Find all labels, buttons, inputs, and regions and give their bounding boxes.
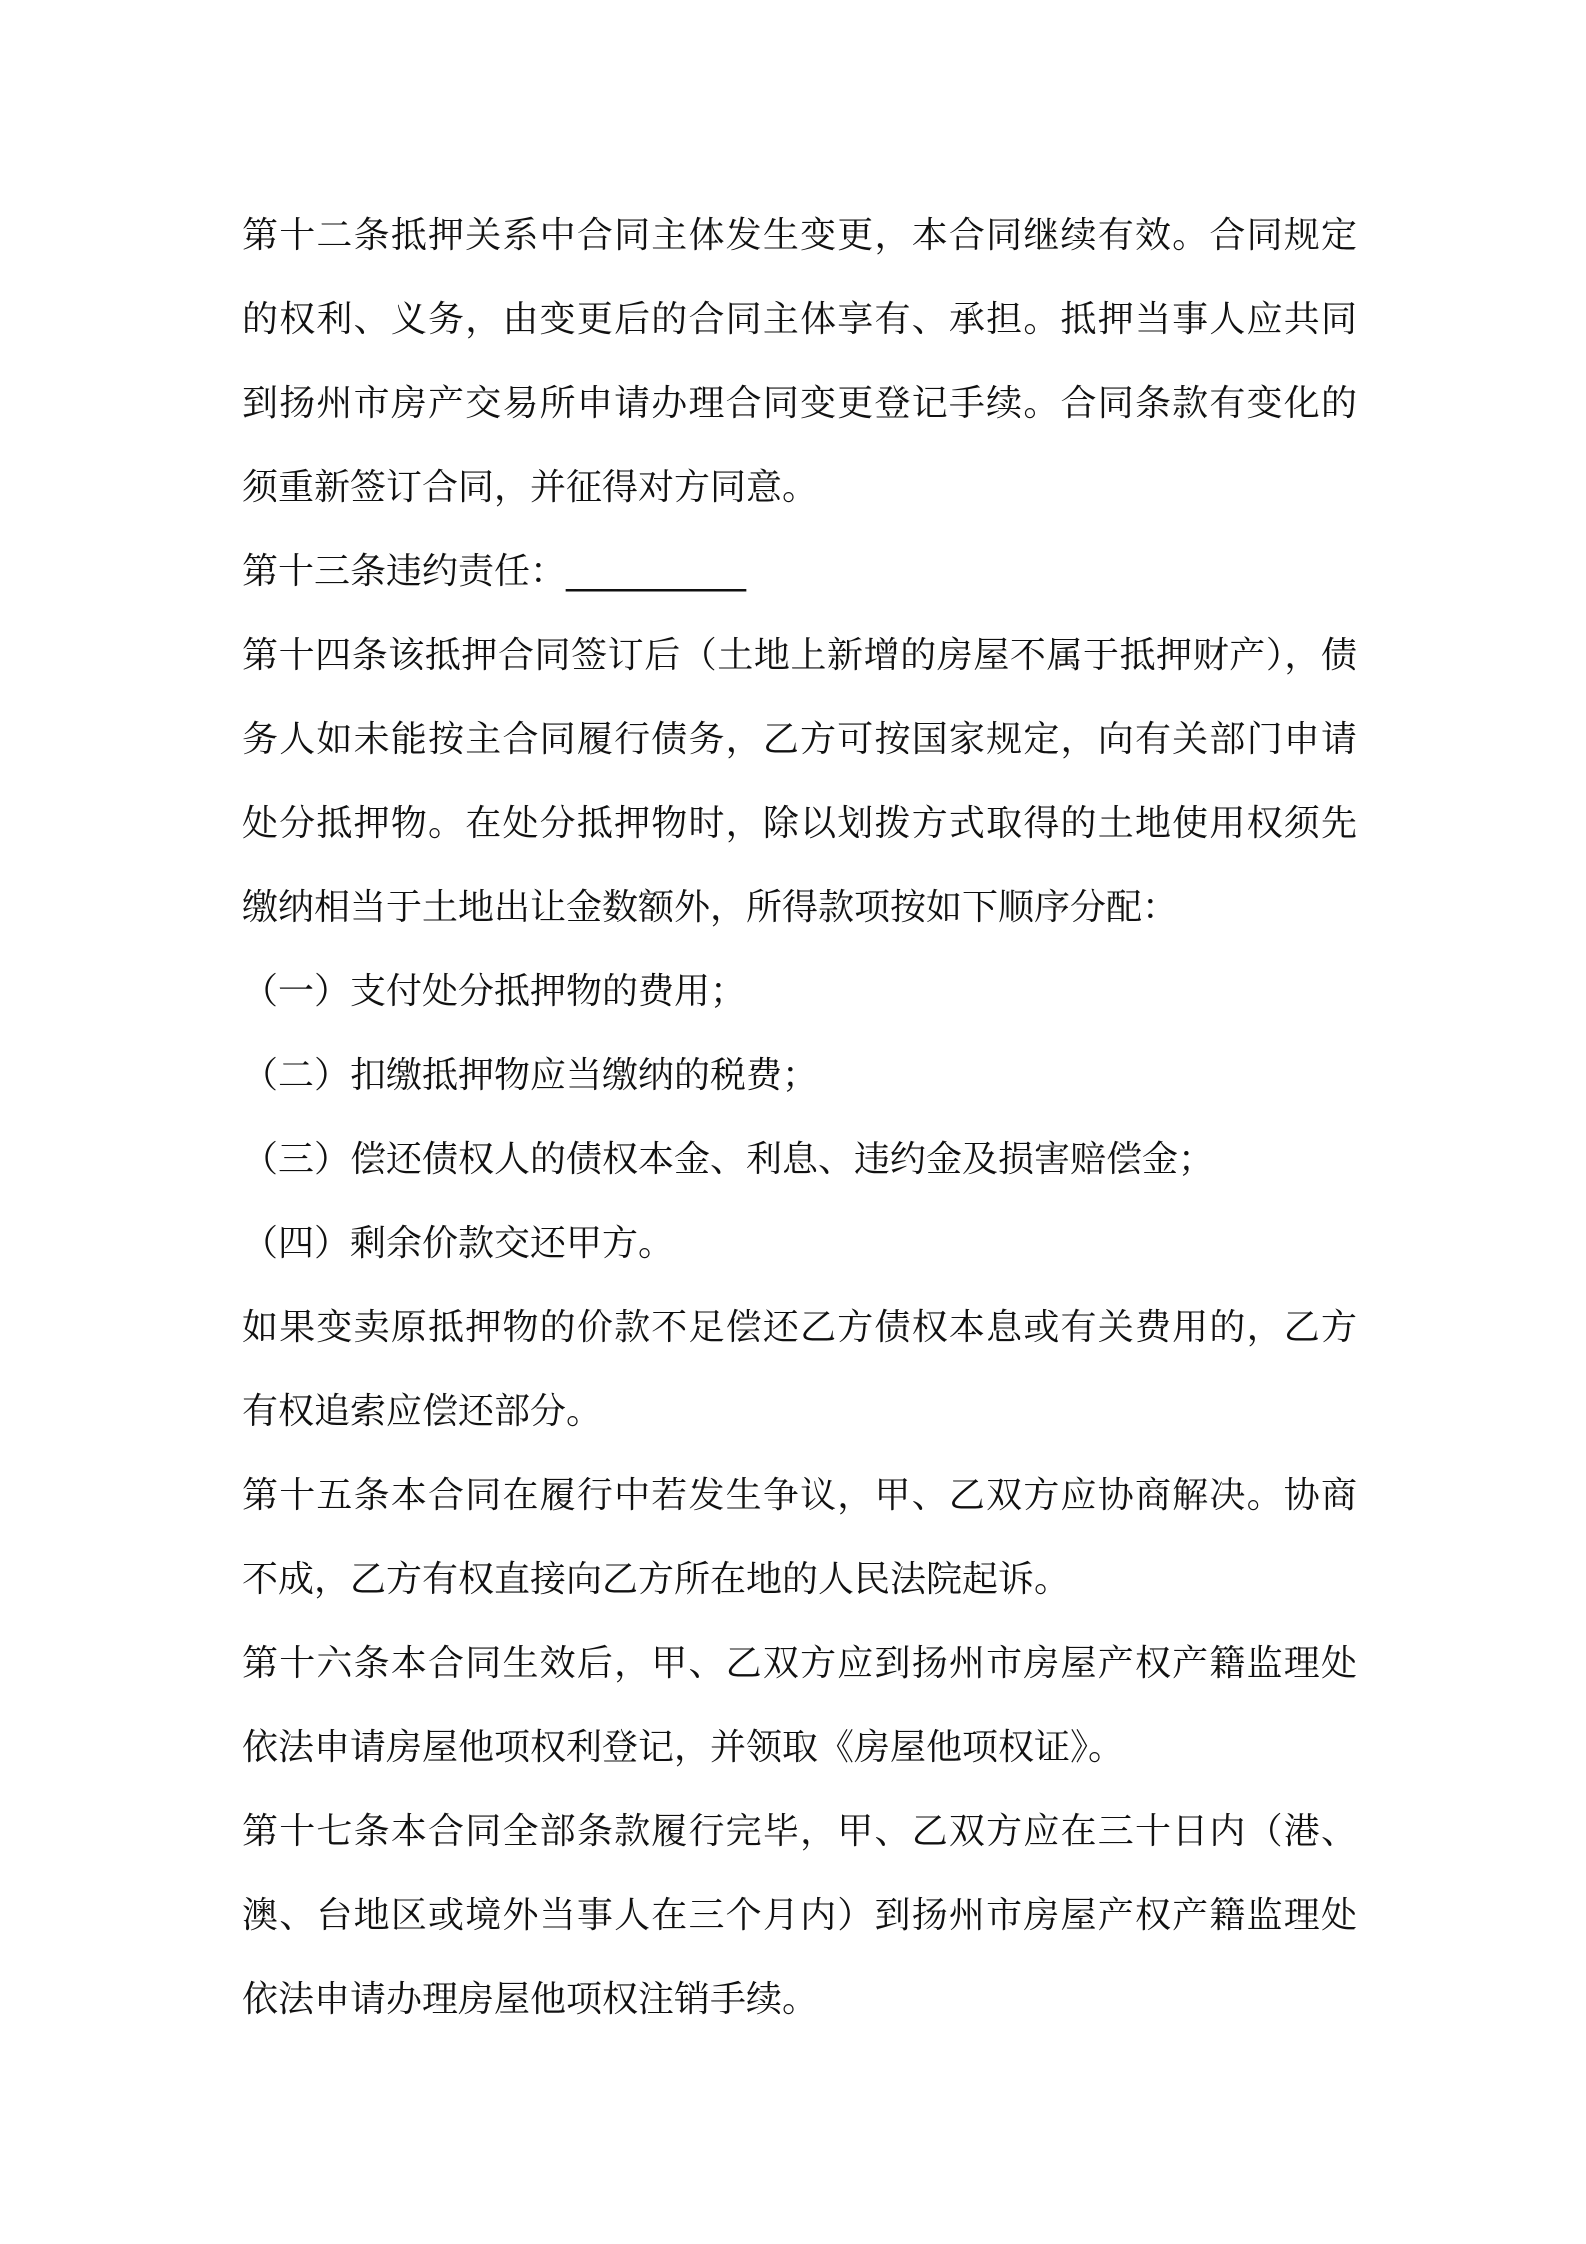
document-body xyxy=(242,194,1357,2042)
article-17: 第十七条本合同全部条款履行完毕，甲、乙双方应在三十日内（港、澳、台地区或境外当事人在三个月内）到扬州市房屋产权产籍监理处依法申请办理房屋他项权注销手续。 xyxy=(242,1811,1357,2020)
article-13: 第十三条违约责任：__________ xyxy=(242,551,747,592)
article-14-item-2: （二）扣缴抵押物应当缴纳的税费； xyxy=(242,1055,819,1096)
article-14-item-1: （一）支付处分抵押物的费用； xyxy=(242,971,747,1012)
article-14: 第十四条该抵押合同签订后（土地上新增的房屋不属于抵押财产），债务人如未能按主合同履行债务，乙方可按国家规定，向有关部门申请处分抵押物。在处分抵押物时，除以划拨方式取得的土地使用权须先缴纳相当于土地出让金数额外，所得款项按如下顺序分配： xyxy=(242,635,1357,928)
article-16: 第十六条本合同生效后，甲、乙双方应到扬州市房屋产权产籍监理处依法申请房屋他项权利登记，并领取《房屋他项权证》。 xyxy=(242,1643,1357,1768)
article-14-item-3: （三）偿还债权人的债权本金、利息、违约金及损害赔偿金； xyxy=(242,1139,1215,1180)
article-15: 第十五条本合同在履行中若发生争议，甲、乙双方应协商解决。协商不成，乙方有权直接向乙方所在地的人民法院起诉。 xyxy=(242,1475,1357,1600)
article-14-supplement: 如果变卖原抵押物的价款不足偿还乙方债权本息或有关费用的，乙方有权追索应偿还部分。 xyxy=(242,1307,1357,1432)
article-14-item-4: （四）剩余价款交还甲方。 xyxy=(242,1223,675,1264)
article-12: 第十二条抵押关系中合同主体发生变更，本合同继续有效。合同规定的权利、义务，由变更后的合同主体享有、承担。抵押当事人应共同到扬州市房产交易所申请办理合同变更登记手续。合同条款有变化的须重新签订合同，并征得对方同意。 xyxy=(242,215,1357,508)
